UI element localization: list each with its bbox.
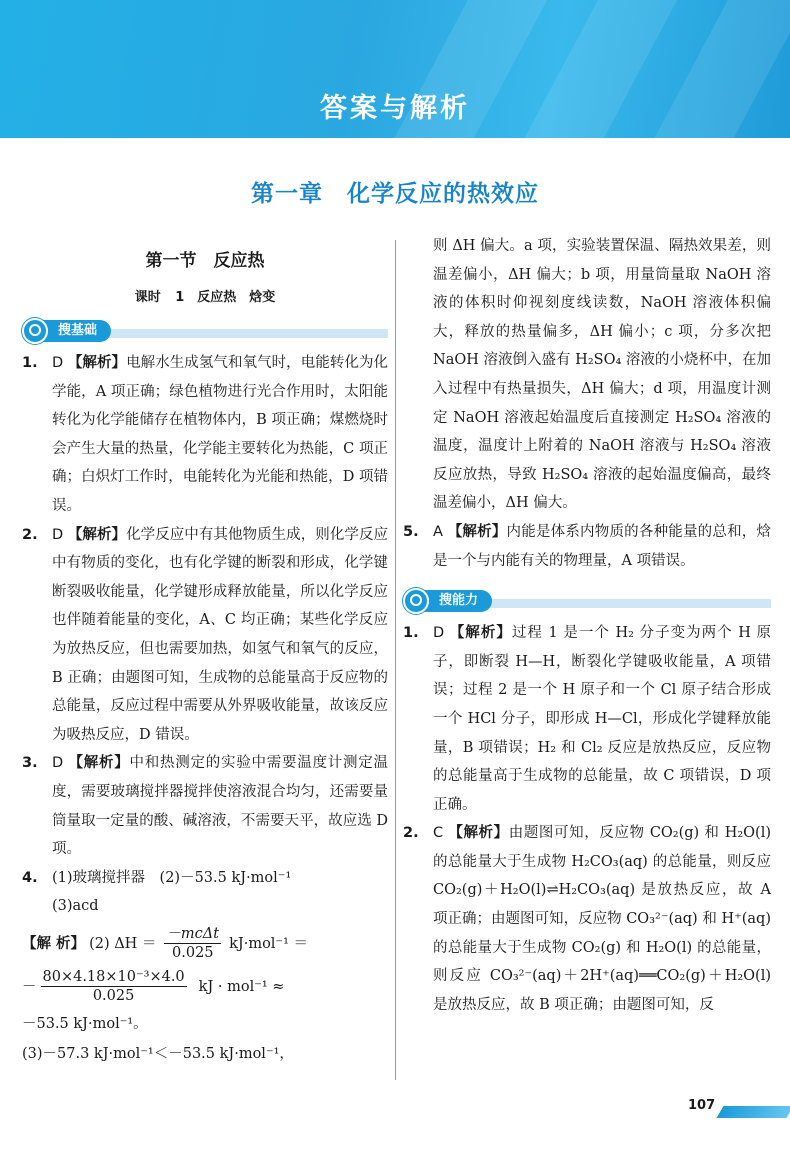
answer-item (403, 518, 771, 575)
fraction-numerator: 80×4.18×10⁻³×4.0 (42, 969, 185, 986)
answer-item (22, 749, 388, 863)
analysis-label: 【解析】 (449, 625, 512, 642)
tag-ability (403, 589, 771, 613)
page-title: 答案与解析 (320, 93, 470, 124)
analysis-label: 【解析】 (447, 523, 507, 540)
fraction-denominator: 0.025 (92, 988, 135, 1005)
left-column (22, 242, 388, 1069)
formula-text: (2) ΔH ＝ (89, 935, 157, 952)
analysis-text: 内能是体系内物质的各种能量的总和，焓是一个与内能有关的物理量，A 项错误。 (433, 523, 771, 569)
header-banner (0, 0, 790, 138)
item4-formula (22, 923, 388, 1069)
right-column (403, 232, 771, 1019)
fraction (164, 925, 221, 962)
item4-continuation: 则 ΔH 偏大。a 项，实验装置保温、隔热效果差，则温差偏小，ΔH 偏大；b 项，用量筒量取 NaOH 溶液的体积时仰视刻度线读数，NaOH 溶液体积偏大，释放的热量偏多，ΔH 偏小；c 项，分多次把 NaOH 溶液倒入盛有 H₂SO₄ 溶液的小烧杯中，在加入过程中有热量损失，ΔH 偏大；d 项，用温度计测定 NaOH 溶液起始温度后直接测定 H₂SO₄ 溶液的温度，温度计上附着的 NaOH 溶液与 H₂SO₄ 溶液反应放热，导致 H₂SO₄ 溶液的起始温度偏高，最终温差偏小，ΔH 偏大。 (433, 238, 771, 512)
formula-text: kJ · mol⁻¹ ≈ (198, 978, 285, 995)
search-icon (22, 318, 48, 344)
answer-item (22, 349, 388, 521)
item-number: 5. (403, 523, 419, 540)
formula-text: kJ·mol⁻¹ ＝ (229, 935, 309, 952)
formula-row: (3)－57.3 kJ·mol⁻¹＜－53.5 kJ·mol⁻¹， (22, 1045, 294, 1062)
item-number: 1. (403, 625, 419, 642)
tag-label: 搜基础 (32, 320, 111, 342)
item4-line: (3)acd (52, 898, 99, 915)
analysis-text: 由题图可知，反应物 CO₂(g) 和 H₂O(l) 的总能量大于生成物 H₂CO₃(aq) 的总能量，则反应 CO₂(g)＋H₂O(l)⇌H₂CO₃(aq) 是放热反应，故 A 项正确；由题图可知，反应物 CO₃²⁻(aq) 和 H⁺(aq) 的总能量大于生成物 CO₂(g) 和 H₂O(l) 的总能量，则反应 CO₃²⁻(aq)＋2H⁺(aq)══CO₂(g)＋H₂O(l) 是放热反应，故 B 项正确；由题图可知，反 (433, 825, 772, 1013)
answer-item-4 (22, 864, 388, 921)
item-number: 1. (22, 355, 38, 371)
item-number: 3. (22, 755, 38, 772)
analysis-text: 化学反应中有其他物质生成，则化学反应中有物质的变化，也有化学键的断裂和形成，化学键断裂吸收能量，化学键形成释放能量，所以化学反应也伴随着能量的变化，A、C 均正确；某些化学反应为放热反应，但也需要加热，如氢气和氧气的反应，B 正确；由题图可知，生成物的总能量高于反应物的总能量，反应过程中需要从外界吸收能量，故该反应为吸热反应，D 错误。 (52, 526, 389, 743)
answer-item (403, 819, 771, 1019)
section-title: 第一节 反应热 (145, 251, 265, 271)
chapter-title: 第一章 化学反应的热效应 (251, 181, 539, 207)
page-footer (0, 1098, 790, 1118)
formula-text: － (22, 978, 37, 995)
answer-letter: D (52, 526, 64, 543)
answer-letter: C (433, 825, 444, 842)
analysis-label: 【解析】 (67, 526, 127, 543)
analysis-text: 过程 1 是一个 H₂ 分子变为两个 H 原子，即断裂 H—H，断裂化学键吸收能量，A 项错误；过程 2 是一个 H 原子和一个 Cl 原子结合形成一个 HCl 分子，即形成 H—Cl，形成化学键释放能量，B 项错误；H₂ 和 Cl₂ 反应是放热反应，反应物的总能量高于生成物的总能量，故 C 项错误，D 项正确。 (433, 625, 772, 813)
answer-item (403, 619, 771, 819)
page-number: 107 (688, 1098, 716, 1113)
fraction (41, 968, 187, 1005)
answer-letter: D (52, 755, 64, 772)
formula-row (22, 923, 388, 965)
analysis-label: 【解析】 (68, 755, 130, 772)
item-number: 4. (22, 869, 38, 886)
tag-label: 搜能力 (413, 590, 492, 612)
answer-letter: A (433, 523, 443, 540)
lesson-title: 课时 1 反应热 焓变 (134, 290, 276, 305)
fraction-denominator: 0.025 (172, 945, 214, 962)
formula-row (22, 965, 388, 1009)
answer-item (22, 521, 388, 750)
item-number: 2. (403, 825, 419, 842)
search-icon (403, 588, 429, 614)
answer-letter: D (433, 625, 445, 642)
analysis-label: 【解 析】 (22, 935, 86, 952)
analysis-label: 【解析】 (448, 825, 509, 842)
column-divider (395, 240, 396, 1080)
analysis-label: 【解析】 (67, 355, 127, 371)
item-number: 2. (22, 526, 38, 543)
analysis-text: 电解水生成氢气和氧气时，电能转化为化学能，A 项正确；绿色植物进行光合作用时，太阳能转化为化学能储存在植物体内，B 项正确；煤燃烧时会产生大量的热量，化学能主要转化为热能，C 项正确；白炽灯工作时，电能转化为光能和热能，D 项错误。 (52, 355, 389, 514)
item4-line: (1)玻璃搅拌器 (2)－53.5 kJ·mol⁻¹ (52, 869, 292, 886)
fraction-numerator: －mcΔt (166, 926, 220, 943)
answer-letter: D (52, 355, 64, 371)
analysis-text: 中和热测定的实验中需要温度计测定温度，需要玻璃搅拌器搅拌使溶液混合均匀，还需要量筒量取一定量的酸、碱溶液，不需要天平，故应选 D 项。 (52, 755, 389, 858)
tag-basic (22, 319, 388, 343)
footer-bar (717, 1106, 790, 1118)
formula-row: －53.5 kJ·mol⁻¹。 (22, 1015, 148, 1032)
